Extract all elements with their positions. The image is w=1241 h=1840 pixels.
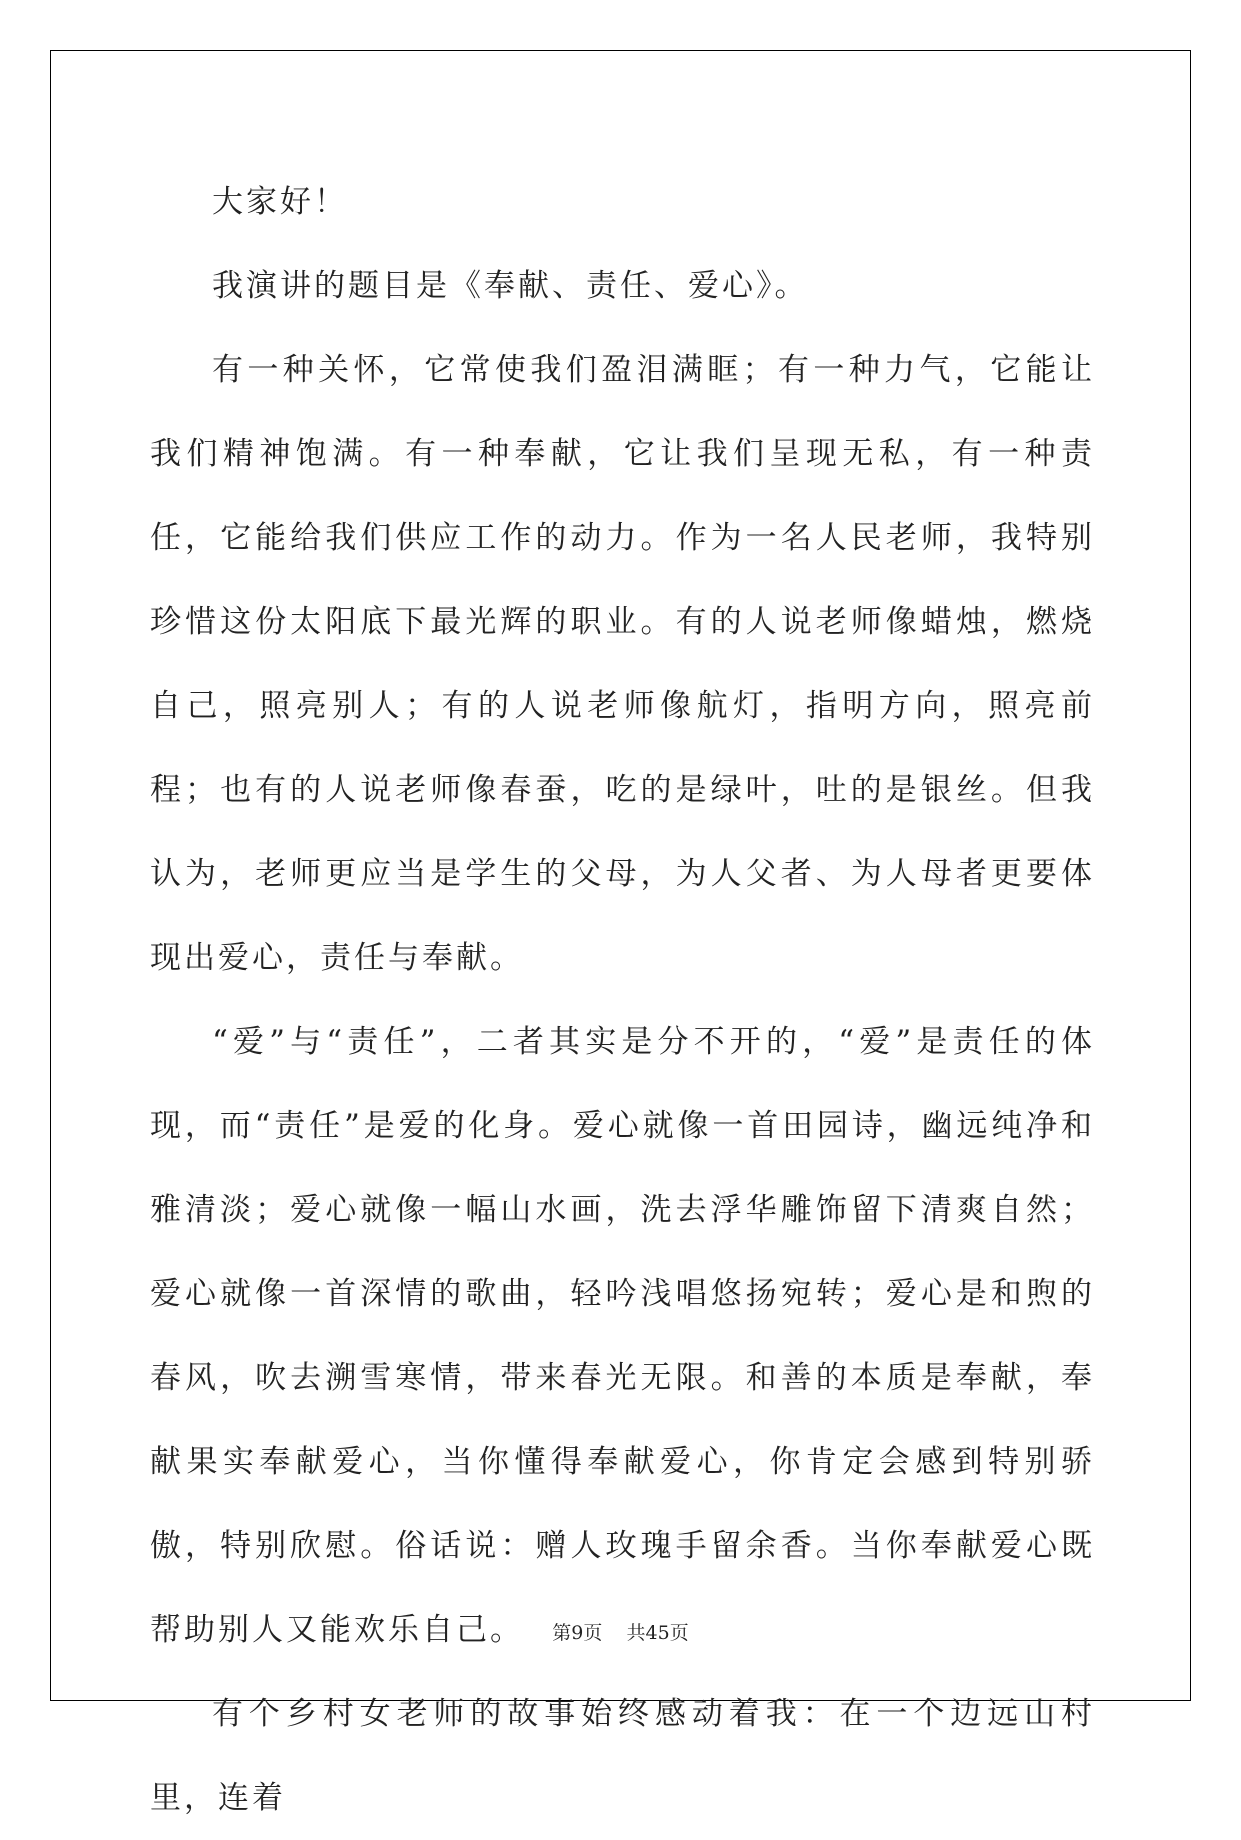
page-total: 共45页 xyxy=(626,1622,689,1644)
paragraph-love-responsibility: “爱”与“责任”，二者其实是分不开的，“爱”是责任的体现，而“责任”是爱的化身。爱心就像一首田园诗，幽远纯净和雅清淡；爱心就像一幅山水画，洗去浮华雕饰留下清爽自然；爱心就像一首深情的歌曲，轻吟浅唱悠扬宛转；爱心是和煦的春风，吹去溯雪寒情，带来春光无限。和善的本质是奉献，奉献果实奉献爱心，当你懂得奉献爱心，你肯定会感到特别骄傲，特别欣慰。俗话说：赠人玫瑰手留余香。当你奉献爱心既帮助别人又能欢乐自己。 xyxy=(150,1024,1095,1648)
paragraph-greeting: 大家好！ xyxy=(212,184,348,220)
document-body xyxy=(150,160,1095,1840)
paragraph-topic: 我演讲的题目是《奉献、责任、爱心》。 xyxy=(212,268,809,304)
paragraph-story: 有个乡村女老师的故事始终感动着我：在一个边远山村里，连着 xyxy=(150,1696,1095,1816)
paragraph-care: 有一种关怀，它常使我们盈泪满眶；有一种力气，它能让我们精神饱满。有一种奉献，它让我们呈现无私，有一种责任，它能给我们供应工作的动力。作为一名人民老师，我特别珍惜这份太阳底下最光辉的职业。有的人说老师像蜡烛，燃烧自己，照亮别人；有的人说老师像航灯，指明方向，照亮前程；也有的人说老师像春蚕，吃的是绿叶，吐的是银丝。但我认为，老师更应当是学生的父母，为人父者、为人母者更要体现出爱心，责任与奉献。 xyxy=(150,352,1095,976)
page-footer xyxy=(0,1618,1241,1645)
page-number: 第9页 xyxy=(552,1622,603,1644)
